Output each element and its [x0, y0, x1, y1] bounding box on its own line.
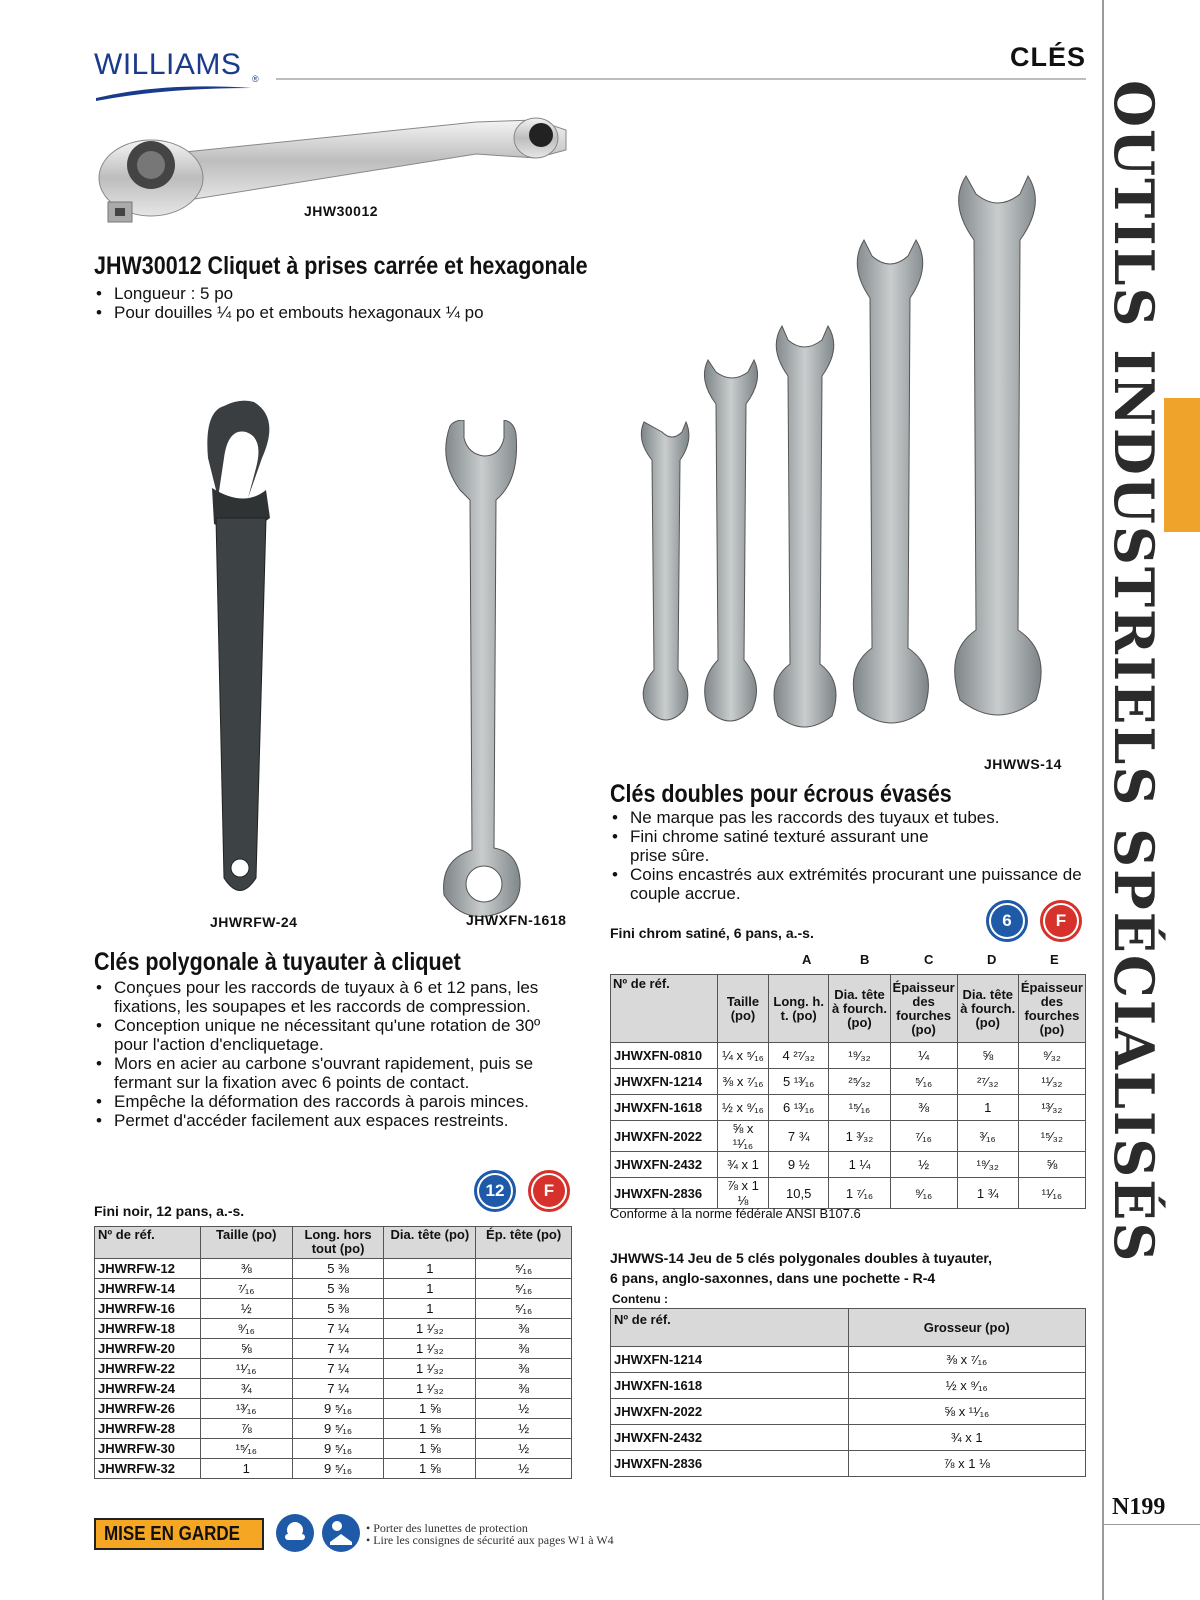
ratcheting-wrench-spec-table: [94, 1226, 572, 1479]
part-number-cell: JHWRFW-12: [95, 1259, 201, 1279]
value-cell: ¼: [890, 1043, 957, 1069]
section-title: CLÉS: [1010, 42, 1087, 72]
col-header: Long. h. t. (po): [768, 975, 829, 1043]
flare-wrench-caption: JHWXFN-1618: [466, 912, 567, 928]
col-header: Ép. tête (po): [476, 1227, 572, 1259]
value-cell: 5 ¹³⁄₁₆: [768, 1069, 829, 1095]
value-cell: 9 ⁵⁄₁₆: [292, 1399, 384, 1419]
value-cell: ⁹⁄₁₆: [890, 1178, 957, 1209]
value-cell: 7 ¼: [292, 1319, 384, 1339]
value-cell: 1 ¼: [829, 1152, 890, 1178]
table-row: [611, 1095, 1086, 1121]
value-cell: ¹⁵⁄₁₆: [829, 1095, 890, 1121]
part-number-cell: JHWXFN-2836: [611, 1451, 849, 1477]
col-header: Dia. tête à fourch. (po): [829, 975, 890, 1043]
value-cell: ⅞ x 1 ⅛: [848, 1451, 1086, 1477]
table-row: [611, 1399, 1086, 1425]
value-cell: ⅜: [200, 1259, 292, 1279]
value-cell: ¹³⁄₃₂: [1018, 1095, 1085, 1121]
col-letter-a: A: [802, 952, 812, 967]
value-cell: 1 ⅝: [384, 1459, 476, 1479]
value-cell: ⅝ x ¹¹⁄₁₆: [717, 1121, 768, 1152]
safety-note: • Porter des lunettes de protection: [366, 1521, 528, 1535]
bullet: • Empêche la déformation des raccords à parois minces.: [94, 1092, 574, 1111]
section-tab: [1164, 398, 1200, 532]
value-cell: ⅝: [1018, 1152, 1085, 1178]
product3-table-caption: Fini chrom satiné, 6 pans, a.-s.: [610, 925, 814, 941]
value-cell: ½: [476, 1439, 572, 1459]
bullet: • Permet d'accéder facilement aux espaces restreints.: [94, 1111, 574, 1130]
bullet: • Pour douilles ¼ po et embouts hexagonaux ¼ po: [94, 303, 654, 322]
col-letter-d: D: [987, 952, 997, 967]
williams-logo: [94, 44, 274, 104]
table-row: [95, 1399, 572, 1419]
value-cell: 9 ½: [768, 1152, 829, 1178]
value-cell: 1 ¹⁄₃₂: [384, 1359, 476, 1379]
value-cell: 1 ¹⁄₃₂: [384, 1319, 476, 1339]
table-row: [611, 1347, 1086, 1373]
value-cell: 1 ⁷⁄₁₆: [829, 1178, 890, 1209]
table-row: [95, 1279, 572, 1299]
value-cell: 5 ⅜: [292, 1279, 384, 1299]
table-row: [611, 1043, 1086, 1069]
value-cell: 1 ⅝: [384, 1439, 476, 1459]
table-row: [95, 1319, 572, 1339]
col-header: Nº de réf.: [611, 1309, 849, 1347]
value-cell: 5 ⅜: [292, 1299, 384, 1319]
page-number: N199: [1112, 1494, 1166, 1520]
col-letter-e: E: [1050, 952, 1059, 967]
col-header: Taille (po): [717, 975, 768, 1043]
part-number-cell: JHWRFW-14: [95, 1279, 201, 1299]
value-cell: ½ x ⁹⁄₁₆: [848, 1373, 1086, 1399]
part-number-cell: JHWXFN-1214: [611, 1069, 718, 1095]
wrench-set-caption: JHWWS-14: [984, 756, 1062, 772]
part-number-cell: JHWXFN-2432: [611, 1152, 718, 1178]
product2-title: Clés polygonale à tuyauter à cliquet: [94, 948, 461, 976]
brand-name: WILLIAMS: [94, 48, 242, 81]
value-cell: 1 ⅝: [384, 1399, 476, 1419]
value-cell: ¹¹⁄₃₂: [1018, 1069, 1085, 1095]
product3-bullets: [610, 808, 1090, 903]
value-cell: 7 ¼: [292, 1359, 384, 1379]
value-cell: ⁵⁄₁₆: [476, 1259, 572, 1279]
flare-nut-wrench-image: [430, 420, 540, 920]
part-number-cell: JHWRFW-32: [95, 1459, 201, 1479]
value-cell: ⅜ x ⁷⁄₁₆: [848, 1347, 1086, 1373]
col-letter-c: C: [924, 952, 934, 967]
value-cell: ½: [476, 1459, 572, 1479]
part-number-cell: JHWRFW-30: [95, 1439, 201, 1459]
warning-text: MISE EN GARDE: [104, 1522, 241, 1545]
safety-notes: [366, 1522, 614, 1546]
value-cell: 1: [384, 1259, 476, 1279]
table-row: [611, 1069, 1086, 1095]
value-cell: 9 ⁵⁄₁₆: [292, 1419, 384, 1439]
table-row: [95, 1459, 572, 1479]
column-letters: [610, 952, 1086, 968]
value-cell: ⁵⁄₁₆: [890, 1069, 957, 1095]
value-cell: 1: [384, 1279, 476, 1299]
value-cell: 1 ¹⁄₃₂: [384, 1339, 476, 1359]
value-cell: 1 ¹⁄₃₂: [384, 1379, 476, 1399]
col-header: Long. hors tout (po): [292, 1227, 384, 1259]
value-cell: ½: [890, 1152, 957, 1178]
value-cell: 6 ¹³⁄₁₆: [768, 1095, 829, 1121]
value-cell: ⁹⁄₁₆: [200, 1319, 292, 1339]
value-cell: ¹⁹⁄₃₂: [957, 1152, 1018, 1178]
value-cell: 5 ⅜: [292, 1259, 384, 1279]
value-cell: 1 ³⁄₃₂: [829, 1121, 890, 1152]
value-cell: ³⁄₁₆: [957, 1121, 1018, 1152]
part-number-cell: JHWXFN-2022: [611, 1399, 849, 1425]
table-row: [611, 1121, 1086, 1152]
table-row: [95, 1339, 572, 1359]
value-cell: ⁷⁄₁₆: [200, 1279, 292, 1299]
col-header: Dia. tête (po): [384, 1227, 476, 1259]
bullet: • Ne marque pas les raccords des tuyaux et tubes.: [610, 808, 1090, 827]
value-cell: 10,5: [768, 1178, 829, 1209]
header-rule: [276, 78, 1086, 80]
product4-title-line2: 6 pans, anglo-saxonnes, dans une pochette - R-4: [610, 1270, 936, 1286]
table-row: [95, 1359, 572, 1379]
six-point-badge: [986, 900, 1028, 942]
value-cell: ¹⁹⁄₃₂: [829, 1043, 890, 1069]
bullet: • Conçues pour les raccords de tuyaux à 6 et 12 pans, les fixations, les soupapes et les raccords de compression.: [94, 978, 574, 1016]
contents-label: Contenu :: [612, 1292, 668, 1306]
product3-title: Clés doubles pour écrous évasés: [610, 780, 952, 808]
value-cell: ⅝ x ¹¹⁄₁₆: [848, 1399, 1086, 1425]
value-cell: ⅝: [200, 1339, 292, 1359]
table-row: [611, 1425, 1086, 1451]
value-cell: ²⁵⁄₃₂: [829, 1069, 890, 1095]
value-cell: 9 ⁵⁄₁₆: [292, 1459, 384, 1479]
fractional-badge: [1040, 900, 1082, 942]
part-number-cell: JHWXFN-2432: [611, 1425, 849, 1451]
flare-wrench-spec-table: [610, 974, 1086, 1209]
value-cell: ⅞: [200, 1419, 292, 1439]
warning-label: [94, 1518, 264, 1550]
value-cell: ⅜: [476, 1319, 572, 1339]
value-cell: 1 ⅝: [384, 1419, 476, 1439]
col-header: Épaisseur des fourches (po): [890, 975, 957, 1043]
value-cell: 1 ¾: [957, 1178, 1018, 1209]
part-number-cell: JHWRFW-24: [95, 1379, 201, 1399]
product2-bullets: [94, 978, 574, 1130]
product4-title-line1: JHWWS-14 Jeu de 5 clés polygonales doubles à tuyauter,: [610, 1250, 992, 1266]
col-header: Grosseur (po): [848, 1309, 1086, 1347]
value-cell: ¾: [200, 1379, 292, 1399]
value-cell: ⁵⁄₁₆: [476, 1279, 572, 1299]
product1-bullets: [94, 284, 654, 322]
col-header: Dia. tête à fourch. (po): [957, 975, 1018, 1043]
part-number-cell: JHWRFW-26: [95, 1399, 201, 1419]
table-row: [611, 1373, 1086, 1399]
part-number-cell: JHWRFW-28: [95, 1419, 201, 1439]
value-cell: 7 ¼: [292, 1379, 384, 1399]
part-number-cell: JHWRFW-20: [95, 1339, 201, 1359]
safety-note: • Lire les consignes de sécurité aux pages W1 à W4: [366, 1533, 614, 1547]
value-cell: ¹³⁄₁₆: [200, 1399, 292, 1419]
value-cell: ¹⁵⁄₁₆: [200, 1439, 292, 1459]
value-cell: ¹¹⁄₁₆: [200, 1359, 292, 1379]
value-cell: ½: [476, 1419, 572, 1439]
fractional-letter: F: [1045, 905, 1077, 937]
part-number-cell: JHWXFN-2836: [611, 1178, 718, 1209]
twelve-point-value: 12: [479, 1175, 511, 1207]
bullet: • Longueur : 5 po: [94, 284, 654, 303]
value-cell: ⅜: [890, 1095, 957, 1121]
bullet: • Fini chrome satiné texturé assurant une prise sûre.: [610, 827, 930, 865]
part-number-cell: JHWXFN-1618: [611, 1373, 849, 1399]
side-label-text: OUTILS INDUSTRIELS SPÉCIALISÉS: [1102, 80, 1166, 1264]
value-cell: ½ x ⁹⁄₁₆: [717, 1095, 768, 1121]
fractional-letter: F: [533, 1175, 565, 1207]
value-cell: 1: [957, 1095, 1018, 1121]
set-contents-table: [610, 1308, 1086, 1477]
table-row: [611, 1451, 1086, 1477]
value-cell: ⅜: [476, 1359, 572, 1379]
side-section-label: [1102, 80, 1166, 1480]
table-row: [611, 1178, 1086, 1209]
value-cell: ¹⁵⁄₃₂: [1018, 1121, 1085, 1152]
table-row: [95, 1419, 572, 1439]
ratchet-image-caption: JHW30012: [304, 203, 379, 219]
value-cell: ¾ x 1: [717, 1152, 768, 1178]
table-row: [95, 1259, 572, 1279]
value-cell: ⅜ x ⁷⁄₁₆: [717, 1069, 768, 1095]
table-row: [611, 1152, 1086, 1178]
part-number-cell: JHWXFN-2022: [611, 1121, 718, 1152]
col-header: Taille (po): [200, 1227, 292, 1259]
col-header: Nº de réf.: [95, 1227, 201, 1259]
value-cell: ⅜: [476, 1379, 572, 1399]
ratcheting-wrench-caption: JHWRFW-24: [210, 914, 298, 930]
part-number-cell: JHWXFN-1618: [611, 1095, 718, 1121]
table-row: [95, 1439, 572, 1459]
value-cell: ²⁷⁄₃₂: [957, 1069, 1018, 1095]
six-point-value: 6: [991, 905, 1023, 937]
fractional-badge: [528, 1170, 570, 1212]
ratcheting-flare-wrench-image: [184, 398, 294, 908]
product4-title: [610, 1248, 992, 1288]
value-cell: ⅞ x 1 ⅛: [717, 1178, 768, 1209]
value-cell: ½: [200, 1299, 292, 1319]
value-cell: ¹¹⁄₁₆: [1018, 1178, 1085, 1209]
value-cell: ⅝: [957, 1043, 1018, 1069]
value-cell: ¼ x ⁵⁄₁₆: [717, 1043, 768, 1069]
value-cell: 1: [200, 1459, 292, 1479]
bullet: • Conception unique ne nécessitant qu'une rotation de 30º pour l'action d'encliquetage.: [94, 1016, 574, 1054]
value-cell: 7 ¼: [292, 1339, 384, 1359]
twelve-point-badge: [474, 1170, 516, 1212]
product1-title: JHW30012 Cliquet à prises carrée et hexagonale: [94, 252, 588, 280]
value-cell: ⁹⁄₃₂: [1018, 1043, 1085, 1069]
value-cell: ⁷⁄₁₆: [890, 1121, 957, 1152]
logo-swoosh: [94, 82, 254, 102]
part-number-cell: JHWXFN-1214: [611, 1347, 849, 1373]
part-number-cell: JHWRFW-22: [95, 1359, 201, 1379]
table-row: [95, 1299, 572, 1319]
ansi-note: Conforme à la norme fédérale ANSI B107.6: [610, 1206, 861, 1221]
col-header: Épaisseur des fourches (po): [1018, 975, 1085, 1043]
value-cell: ⅜: [476, 1339, 572, 1359]
part-number-cell: JHWXFN-0810: [611, 1043, 718, 1069]
read-manual-icon: [322, 1514, 360, 1552]
value-cell: 9 ⁵⁄₁₆: [292, 1439, 384, 1459]
part-number-cell: JHWRFW-18: [95, 1319, 201, 1339]
safety-glasses-icon: [276, 1514, 314, 1552]
product2-table-caption: Fini noir, 12 pans, a.-s.: [94, 1203, 245, 1219]
registered-mark: ®: [252, 74, 259, 84]
part-number-cell: JHWRFW-16: [95, 1299, 201, 1319]
flare-wrench-set-image: [636, 170, 1056, 730]
value-cell: ½: [476, 1399, 572, 1419]
value-cell: 7 ¾: [768, 1121, 829, 1152]
table-row: [95, 1379, 572, 1399]
col-header: Nº de réf.: [611, 975, 718, 1043]
bullet: • Mors en acier au carbone s'ouvrant rapidement, puis se fermant sur la fixation avec 6 points de contact.: [94, 1054, 574, 1092]
value-cell: ¾ x 1: [848, 1425, 1086, 1451]
value-cell: ⁵⁄₁₆: [476, 1299, 572, 1319]
value-cell: 4 ²⁷⁄₃₂: [768, 1043, 829, 1069]
ratchet-image: [96, 110, 576, 240]
page-number-rule: [1102, 1524, 1200, 1525]
bullet: • Coins encastrés aux extrémités procurant une puissance de couple accrue.: [610, 865, 1090, 903]
col-letter-b: B: [860, 952, 870, 967]
value-cell: 1: [384, 1299, 476, 1319]
